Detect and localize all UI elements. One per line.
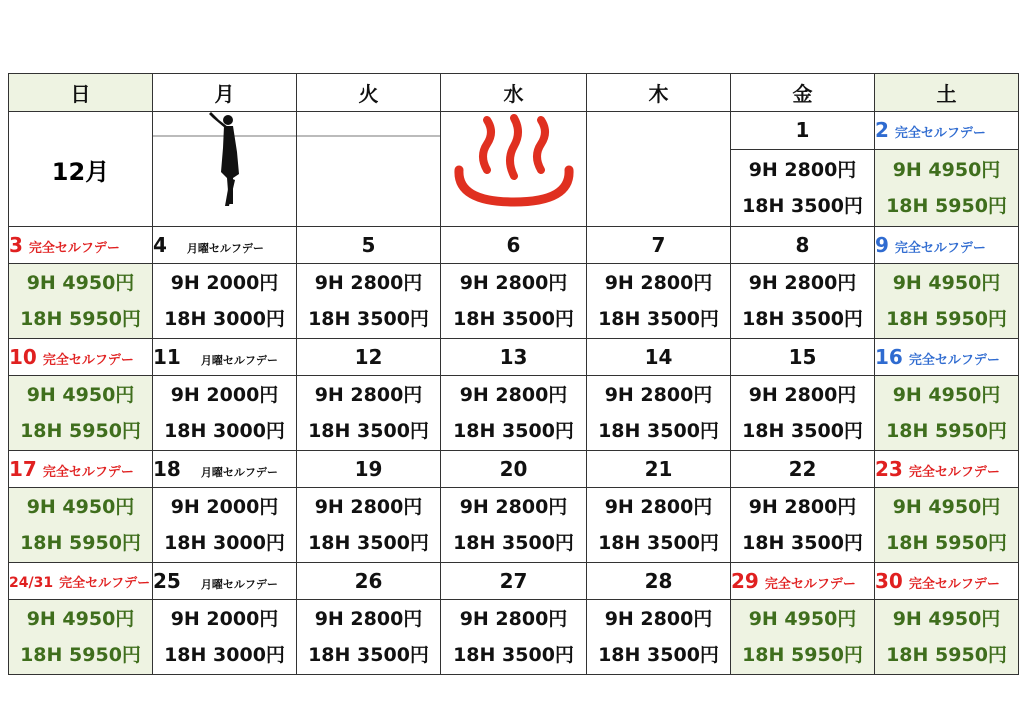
price-9h: 9H 2000円 bbox=[170, 496, 279, 518]
divider-line bbox=[297, 112, 441, 222]
price-cell bbox=[731, 488, 875, 563]
price-9h: 9H 2000円 bbox=[170, 384, 279, 406]
date-cell bbox=[9, 451, 153, 488]
price-18h: 18H 3500円 bbox=[598, 644, 719, 666]
price-18h: 18H 3500円 bbox=[308, 644, 429, 666]
date-number: 7 bbox=[587, 227, 731, 264]
date-number: 8 bbox=[731, 227, 875, 264]
header-monday: 月 bbox=[153, 74, 297, 112]
price-cell bbox=[441, 488, 587, 563]
price-cell bbox=[9, 600, 153, 675]
price-9h: 9H 4950円 bbox=[26, 272, 135, 294]
price-9h: 9H 2800円 bbox=[314, 608, 423, 630]
header-thursday: 木 bbox=[587, 74, 731, 112]
date-cell bbox=[153, 451, 297, 488]
price-18h: 18H 3000円 bbox=[164, 644, 285, 666]
self-day-note: 完全セルフデー bbox=[59, 575, 151, 591]
price-cell bbox=[441, 264, 587, 339]
monday-self-day-note: 月曜セルフデー bbox=[186, 242, 264, 255]
price-18h: 18H 3500円 bbox=[453, 644, 574, 666]
price-cell bbox=[731, 264, 875, 339]
self-day-note: 完全セルフデー bbox=[28, 241, 120, 256]
hot-spring-icon bbox=[441, 112, 587, 222]
price-18h: 18H 3500円 bbox=[453, 308, 574, 330]
date-number: 22 bbox=[731, 451, 875, 488]
date-number: 18 bbox=[153, 457, 181, 481]
price-cell-1 bbox=[731, 149, 875, 226]
price-cell bbox=[9, 264, 153, 339]
date-number: 19 bbox=[297, 451, 441, 488]
price-18h: 18H 3500円 bbox=[742, 420, 863, 442]
price-9h: 9H 2800円 bbox=[459, 608, 568, 630]
price-18h: 18H 3500円 bbox=[308, 532, 429, 554]
price-9h: 9H 2800円 bbox=[459, 384, 568, 406]
date-cell bbox=[875, 563, 1019, 600]
price-9h: 9H 2800円 bbox=[459, 272, 568, 294]
self-day-note: 完全セルフデー bbox=[908, 577, 1000, 592]
price-cell bbox=[297, 600, 441, 675]
price-9h: 9H 2800円 bbox=[314, 496, 423, 518]
date-cell bbox=[9, 339, 153, 376]
golfer-silhouette-icon bbox=[153, 112, 297, 222]
date-number: 10 bbox=[9, 345, 37, 369]
empty-cell bbox=[587, 112, 731, 227]
date-number: 30 bbox=[875, 569, 903, 593]
date-cell bbox=[153, 227, 297, 264]
price-18h: 18H 5950円 bbox=[20, 308, 141, 330]
price-9h: 9H 2800円 bbox=[748, 384, 857, 406]
price-9h: 9H 2800円 bbox=[604, 272, 713, 294]
price-18h: 18H 5950円 bbox=[886, 644, 1007, 666]
price-18h: 18H 3000円 bbox=[164, 420, 285, 442]
date-number: 9 bbox=[875, 233, 889, 257]
self-day-note: 完全セルフデー bbox=[894, 241, 986, 256]
price-18h: 18H 5950円 bbox=[886, 308, 1007, 330]
self-day-note: 完全セルフデー bbox=[908, 353, 1000, 368]
price-9h: 9H 2800円 bbox=[604, 384, 713, 406]
date-number: 28 bbox=[587, 563, 731, 600]
price-18h: 18H 5950円 bbox=[20, 532, 141, 554]
price-cell bbox=[9, 488, 153, 563]
header-saturday: 土 bbox=[875, 74, 1019, 112]
price-cell bbox=[875, 488, 1019, 563]
price-cell bbox=[153, 376, 297, 451]
golf-icon-cell bbox=[153, 112, 297, 227]
price-cell bbox=[875, 264, 1019, 339]
price-9h: 9H 2800円 bbox=[604, 608, 713, 630]
price-9h: 9H 4950円 bbox=[892, 272, 1001, 294]
header-tuesday: 火 bbox=[297, 74, 441, 112]
price-cell bbox=[875, 376, 1019, 451]
date-number: 3 bbox=[9, 233, 23, 257]
week-row-2-prices bbox=[9, 264, 1019, 339]
price-cell bbox=[587, 600, 731, 675]
weekday-header-row bbox=[9, 74, 1019, 112]
price-9h: 9H 4950円 bbox=[748, 608, 857, 630]
week-row-4-dates bbox=[9, 451, 1019, 488]
price-18h: 18H 5950円 bbox=[20, 420, 141, 442]
price-9h: 9H 4950円 bbox=[892, 384, 1001, 406]
date-cell bbox=[875, 227, 1019, 264]
price-9h: 9H 2800円 bbox=[748, 496, 857, 518]
date-number: 4 bbox=[153, 233, 167, 257]
date-number: 5 bbox=[297, 227, 441, 264]
date-number: 16 bbox=[875, 345, 903, 369]
price-9h: 9H 2800円 bbox=[604, 496, 713, 518]
date-number: 13 bbox=[441, 339, 587, 376]
price-cell bbox=[587, 376, 731, 451]
self-day-note: 完全セルフデー bbox=[908, 465, 1000, 480]
date-cell bbox=[153, 563, 297, 600]
monday-self-day-note: 月曜セルフデー bbox=[200, 354, 278, 367]
header-sunday: 日 bbox=[9, 74, 153, 112]
price-18h: 18H 3500円 bbox=[742, 532, 863, 554]
price-cell-2 bbox=[875, 149, 1019, 226]
date-cell bbox=[9, 563, 153, 600]
header-friday: 金 bbox=[731, 74, 875, 112]
price-9h: 9H 4950円 bbox=[892, 496, 1001, 518]
price-18h: 18H 3500円 bbox=[742, 194, 863, 217]
price-cell bbox=[153, 264, 297, 339]
price-18h: 18H 5950円 bbox=[886, 532, 1007, 554]
self-day-note: 完全セルフデー bbox=[894, 126, 986, 142]
week-row-5-dates bbox=[9, 563, 1019, 600]
self-day-note: 完全セルフデー bbox=[764, 577, 856, 592]
date-number: 27 bbox=[441, 563, 587, 600]
date-number: 12 bbox=[297, 339, 441, 376]
price-9h: 9H 2800円 bbox=[748, 272, 857, 294]
monday-self-day-note: 月曜セルフデー bbox=[200, 578, 278, 591]
date-number: 23 bbox=[875, 457, 903, 481]
date-number: 14 bbox=[587, 339, 731, 376]
date-number: 24/31 bbox=[9, 574, 54, 591]
date-number: 26 bbox=[297, 563, 441, 600]
week-row-4-prices bbox=[9, 488, 1019, 563]
price-18h: 18H 3500円 bbox=[308, 420, 429, 442]
price-cell bbox=[441, 376, 587, 451]
calendar-table bbox=[8, 73, 1019, 675]
price-18h: 18H 3500円 bbox=[598, 532, 719, 554]
price-18h: 18H 3500円 bbox=[308, 308, 429, 330]
date-number: 15 bbox=[731, 339, 875, 376]
price-9h: 9H 2000円 bbox=[170, 608, 279, 630]
price-cell bbox=[441, 600, 587, 675]
date-number: 17 bbox=[9, 457, 37, 481]
price-9h: 9H 4950円 bbox=[26, 496, 135, 518]
price-9h: 9H 4950円 bbox=[26, 384, 135, 406]
date-cell bbox=[9, 227, 153, 264]
price-cell bbox=[587, 264, 731, 339]
price-9h: 9H 4950円 bbox=[892, 608, 1001, 630]
price-cell bbox=[153, 488, 297, 563]
date-number: 21 bbox=[587, 451, 731, 488]
price-9h: 9H 4950円 bbox=[892, 158, 1001, 181]
price-9h: 9H 2000円 bbox=[170, 272, 279, 294]
price-9h: 9H 4950円 bbox=[26, 608, 135, 630]
date-cell bbox=[153, 339, 297, 376]
week-row-3-prices bbox=[9, 376, 1019, 451]
price-cell bbox=[9, 376, 153, 451]
price-cell bbox=[297, 264, 441, 339]
date-cell bbox=[875, 451, 1019, 488]
price-cell bbox=[875, 600, 1019, 675]
price-cell bbox=[731, 376, 875, 451]
price-18h: 18H 3000円 bbox=[164, 532, 285, 554]
price-9h: 9H 2800円 bbox=[314, 272, 423, 294]
price-18h: 18H 3000円 bbox=[164, 308, 285, 330]
price-18h: 18H 3500円 bbox=[598, 308, 719, 330]
date-number: 29 bbox=[731, 569, 759, 593]
price-cell bbox=[587, 488, 731, 563]
price-18h: 18H 5950円 bbox=[742, 644, 863, 666]
date-number: 11 bbox=[153, 345, 181, 369]
self-day-note: 完全セルフデー bbox=[42, 353, 134, 368]
date-number: 25 bbox=[153, 569, 181, 593]
week-row-5-prices bbox=[9, 600, 1019, 675]
price-18h: 18H 3500円 bbox=[453, 420, 574, 442]
date-cell bbox=[875, 339, 1019, 376]
price-cell bbox=[153, 600, 297, 675]
date-1: 1 bbox=[731, 112, 875, 150]
date-2: 2 bbox=[875, 118, 889, 143]
week-row-3-dates bbox=[9, 339, 1019, 376]
price-18h: 18H 3500円 bbox=[598, 420, 719, 442]
price-18h: 18H 3500円 bbox=[453, 532, 574, 554]
price-cell bbox=[731, 600, 875, 675]
week-row-2-dates bbox=[9, 227, 1019, 264]
price-18h: 18H 5950円 bbox=[886, 420, 1007, 442]
date-number: 20 bbox=[441, 451, 587, 488]
price-cell bbox=[297, 376, 441, 451]
month-label: 12月 bbox=[9, 112, 153, 227]
price-18h: 18H 5950円 bbox=[886, 194, 1007, 217]
date-2-cell bbox=[875, 112, 1019, 150]
price-18h: 18H 3500円 bbox=[742, 308, 863, 330]
price-9h: 9H 2800円 bbox=[748, 158, 857, 181]
self-day-note: 完全セルフデー bbox=[42, 465, 134, 480]
date-cell bbox=[731, 563, 875, 600]
onsen-icon-cell bbox=[441, 112, 587, 227]
header-wednesday: 水 bbox=[441, 74, 587, 112]
week-row-1-dates bbox=[9, 112, 1019, 150]
price-9h: 9H 2800円 bbox=[459, 496, 568, 518]
price-cell bbox=[297, 488, 441, 563]
price-18h: 18H 5950円 bbox=[20, 644, 141, 666]
date-number: 6 bbox=[441, 227, 587, 264]
monday-self-day-note: 月曜セルフデー bbox=[200, 466, 278, 479]
empty-cell bbox=[297, 112, 441, 227]
price-9h: 9H 2800円 bbox=[314, 384, 423, 406]
